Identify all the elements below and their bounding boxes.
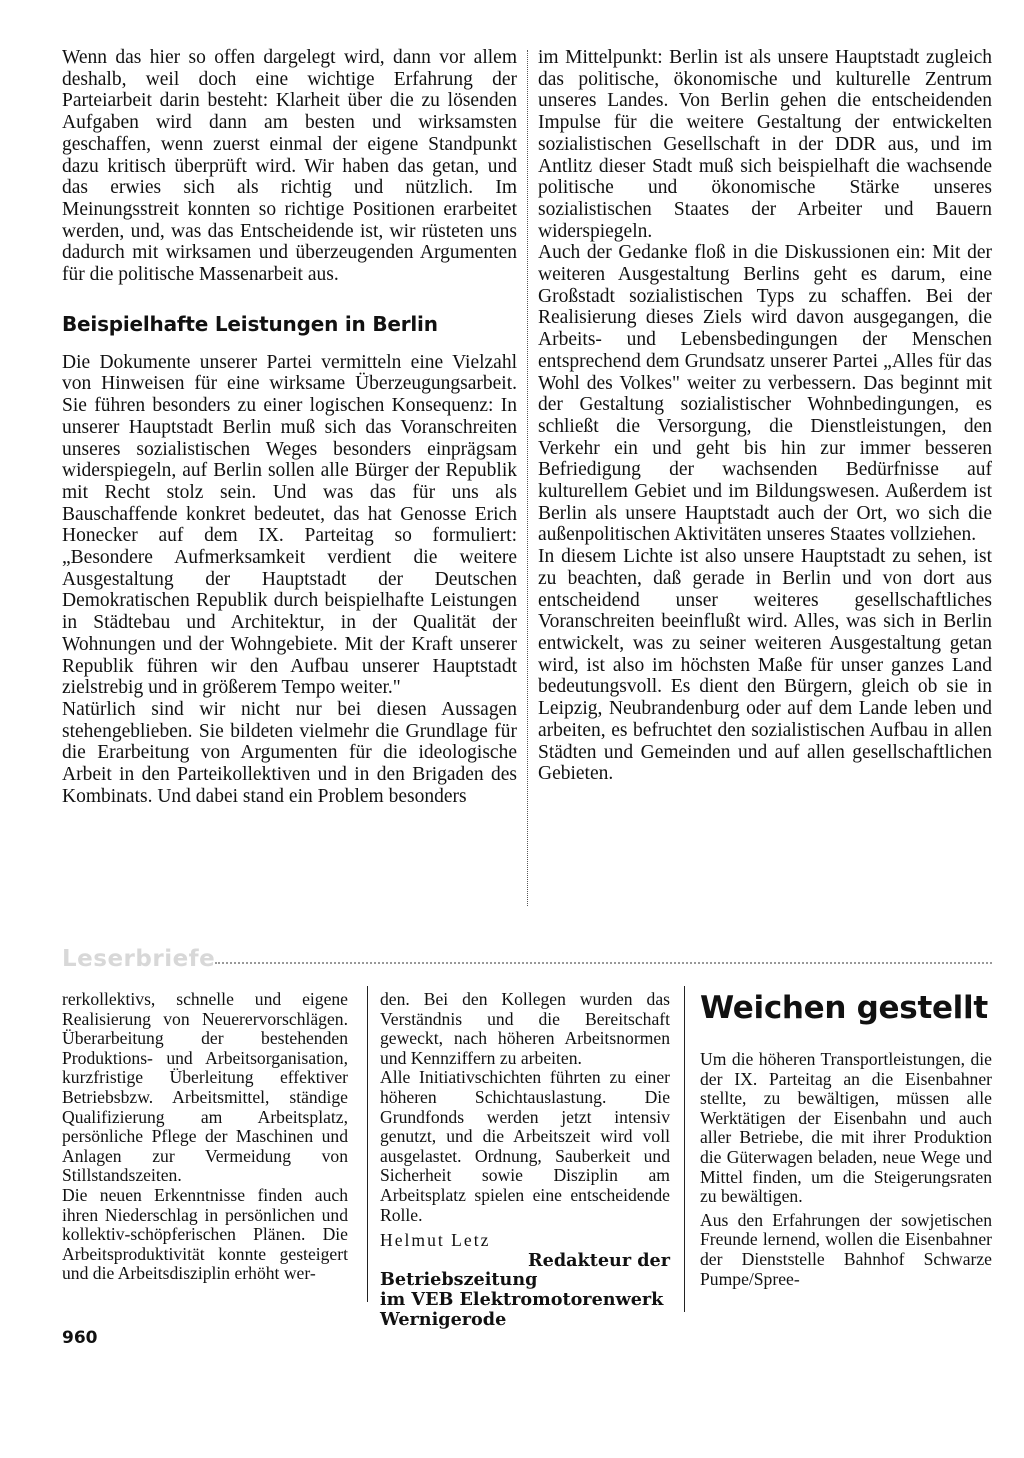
paragraph: Natürlich sind wir nicht nur bei diesen Aussagen stehengeblieben. Sie bildeten vielmehr die Grundlage für die Erarbeitung von Argumenten für die ideologische Arbeit in den Parteikollektiven und in den Brigaden des Kombinats. Und dabei stand ein Problem besonders: [62, 698, 517, 807]
article-column-left: [62, 47, 517, 808]
column-divider: [527, 50, 528, 906]
column-divider: [367, 986, 368, 1302]
page-number: 960: [62, 1328, 98, 1348]
letter-column-2: [380, 990, 670, 1329]
author-role: im VEB Elektromotorenwerk: [380, 1288, 664, 1310]
paragraph: Um die höheren Transportleistungen, die der IX. Parteitag an die Eisenbahner stellte, zu bewältigen, müssen alle Werktätigen der Eisenbahn und auch aller Betriebe, die mit ihrer Produktion die Güterwagen beladen, neue Wege und Mittel finden, um die Steigerungsraten zu bewältigen.: [700, 1049, 992, 1207]
article-column-weichen: [700, 990, 992, 1289]
author-name: Helmut Letz: [380, 1230, 491, 1251]
paragraph: den. Bei den Kollegen wurden das Verständnis und die Bereitschaft geweckt, nach höheren Arbeitsnormen und Kennziffern zu arbeiten.: [380, 989, 670, 1068]
paragraph: im Mittelpunkt: Berlin ist als unsere Hauptstadt zugleich das politische, ökonomische und kulturelle Zentrum unseres Landes. Von Berlin gehen die entscheidenden Impulse für die weitere Gestaltung der entwickelten sozialistischen Gesellschaft in der DDR aus, und im Antlitz dieser Stadt muß sich beispielhaft die wachsende politische und ökonomische Stärke unseres sozialistischen Staates der Arbeiter und Bauern widerspiegeln.: [538, 47, 992, 242]
paragraph: Die neuen Erkenntnisse finden auch ihren Niederschlag in persönlichen und kollektiv-schöpferischen Plänen. Die Arbeitsproduktivität konnte gesteigert und die Arbeitsdisziplin erhöht wer-: [62, 1184, 348, 1284]
paragraph: In diesem Lichte ist also unsere Hauptstadt zu sehen, ist zu beachten, daß gerade in Berlin und von dort aus entscheidend unser weiteres gesellschaftliches Voranschreiten beeinflußt wird. Alles, was sich in Berlin entwickelt, was zu seiner weiteren Ausgestaltung getan wird, ist also im höchsten Maße für unser ganzes Land bedeutungsvoll. Es dient den Bürgern, gleich ob sie in Leipzig, Neubrandenburg oder auf dem Lande leben und arbeiten, es befruchtet den sozialistischen Aufbau in allen Städten und Gemeinden und auf allen gesellschaftlichen Gebieten.: [538, 546, 992, 785]
paragraph: Alle Initiativschichten führten zu einer höheren Schichtauslastung. Die Grundfonds werden jetzt intensiv genutzt, und die Arbeitszeit wird voll ausgelastet. Ordnung, Sauberkeit und Sicherheit sowie Disziplin am Arbeitsplatz spielen eine entscheidende Rolle.: [380, 1067, 670, 1225]
paragraph: Die Dokumente unserer Partei vermitteln eine Vielzahl von Hinweisen für eine wirksame Überzeugungsarbeit. Sie führen besonders zu einer logischen Konsequenz: In unserer Hauptstadt Berlin muß sich das Voranschreiten unseres sozialistischen Weges besonders einprägsam widerspiegeln, auf Berlin sollen alle Bürger der Republik mit Recht stolz sein. Und was das für uns als Bauschaffende konkret bedeutet, das hat Genosse Erich Honecker auf dem IX. Parteitag so formuliert: „Besondere Aufmerksamkeit verdient die weitere Ausgestaltung der Hauptstadt der Deutschen Demokratischen Republik durch beispielhafte Leistungen in Städtebau und Architektur, in der Qualität der Wohnungen und der Wohngebiete. Mit der Kraft unserer Republik führen wir den Aufbau unserer Hauptstadt zielstrebig und in größerem Tempo weiter.": [62, 351, 517, 699]
letter-column-1: [62, 990, 348, 1284]
paragraph: rerkollektivs, schnelle und eigene Realisierung von Neuerervorschlägen. Überarbeitung der bestehenden Produktions- und Arbeitsorganisation, kurzfristige Überleitung effektiver Betriebsbzw. Arbeitsmittel, ständige Qualifizierung am Arbeitsplatz, persönliche Pflege der Maschinen und Anlagen zur Vermeidung von Stillstandszeiten.: [62, 989, 348, 1186]
section-heading: Beispielhafte Leistungen in Berlin: [62, 311, 438, 336]
paragraph: Aus den Erfahrungen der sowjetischen Freunde lernend, wollen die Eisenbahner der Dienststelle Bahnhof Schwarze Pumpe/Spree-: [700, 1209, 992, 1289]
article-column-right: [538, 47, 992, 785]
article-title: Weichen gestellt: [700, 990, 988, 1026]
author-role: Wernigerode: [380, 1308, 507, 1330]
paragraph: Auch der Gedanke floß in die Diskussionen ein: Mit der weiteren Ausgestaltung Berlins geht es darum, eine Großstadt sozialistischen Typs zu schaffen. Bei der Realisierung dieses Ziels wird davon ausgegangen, die Arbeits- und Lebensbedingungen der Menschen entsprechend dem Grundsatz unserer Partei „Alles für das Wohl des Volkes" weiter zu verbessern. Das beginnt mit der Gestaltung sozialistischer Wohnbedingungen, es schließt die Versorgung, die Dienstleistungen, den Verkehr ein und geht bis hin zur immer besseren Befriedigung der wachsenden Bedürfnisse auf kulturellem Gebiet und im Bildungswesen. Außerdem ist Berlin als unsere Hauptstadt auch der Ort, wo sich die außenpolitischen Aktivitäten unseres Staates vollziehen.: [538, 242, 992, 546]
section-rule: [215, 962, 992, 964]
section-label: Leserbriefe: [62, 946, 216, 972]
author-role: Redakteur der Betriebszeitung: [380, 1249, 670, 1291]
paragraph: Wenn das hier so offen dargelegt wird, dann vor allem deshalb, weil doch eine wichtige Erfahrung der Parteiarbeit darin besteht: Klarheit über die zu lösenden Aufgaben wird dann am besten und wirksamsten geschaffen, wenn zuerst einmal der eigene Standpunkt dazu kritisch überprüft wird. Wir haben das getan, und das erwies sich als richtig und nützlich. Im Meinungsstreit konnten so richtige Positionen erarbeitet werden, und, was das Entscheidende ist, wir rüsteten uns dadurch mit wirksamen und überzeugenden Argumenten für die politische Massenarbeit aus.: [62, 47, 517, 286]
column-divider: [684, 986, 685, 1312]
